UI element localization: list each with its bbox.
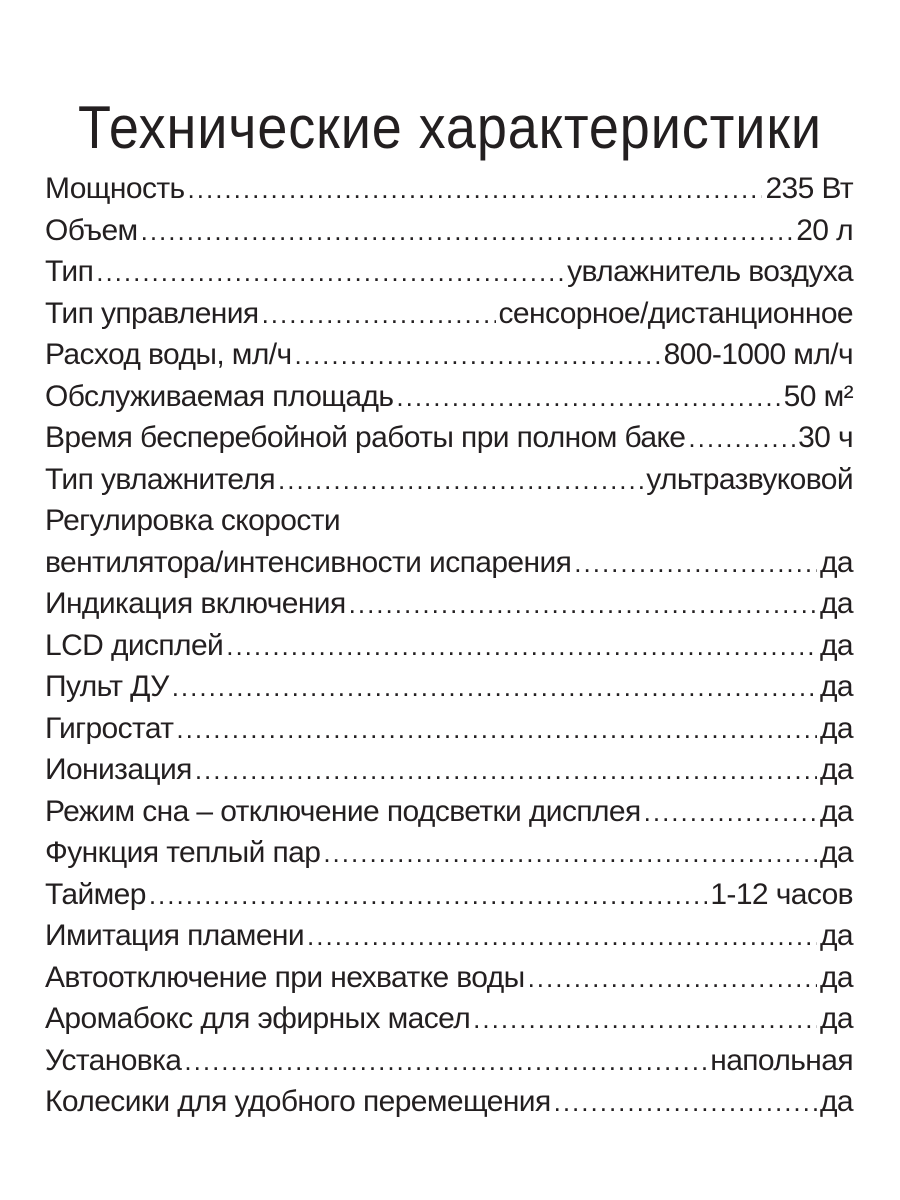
spec-row-hygrostat: [45, 708, 853, 750]
spec-value: да: [820, 670, 853, 703]
spec-label: Колесики для удобного перемещения: [45, 1085, 551, 1118]
spec-label: Индикация включения: [45, 587, 346, 620]
page-title: Технические характеристики: [78, 94, 822, 162]
dot-leader: [141, 211, 794, 253]
spec-value: 800-1000 мл/ч: [663, 338, 853, 371]
spec-row-installation: [45, 1040, 853, 1082]
spec-label: Установка: [45, 1043, 182, 1077]
spec-row-fan-speed-heading: [45, 500, 853, 542]
dot-leader: [278, 460, 643, 502]
dot-leader: [473, 999, 817, 1041]
spec-label: Режим сна – отключение подсветки дисплея: [45, 794, 641, 828]
dot-leader: [226, 626, 817, 668]
dot-leader: [349, 584, 817, 626]
spec-value: да: [820, 587, 853, 620]
dot-leader: [184, 1041, 707, 1083]
spec-row-flame-imitation: [45, 915, 853, 957]
dot-leader: [323, 833, 817, 875]
spec-label: Мощность: [45, 172, 185, 205]
spec-value: 50 м²: [783, 379, 853, 413]
dot-leader: [688, 418, 795, 460]
spec-value: увлажнитель воздуха: [567, 255, 853, 288]
spec-row-lcd-display: [45, 625, 853, 667]
dot-leader: [195, 750, 817, 792]
dot-leader: [149, 875, 708, 917]
spec-value: 20 л: [796, 213, 853, 247]
spec-value: сенсорное/дистанционное: [498, 296, 853, 330]
spec-value: 235 Вт: [765, 172, 853, 205]
spec-label: Автоотключение при нехватке воды: [45, 960, 525, 994]
dot-leader: [644, 792, 817, 834]
spec-value: да: [820, 960, 853, 994]
spec-value: да: [820, 794, 853, 828]
spec-value: да: [820, 711, 853, 745]
dot-leader: [188, 169, 763, 211]
spec-value: ультразвуковой: [646, 462, 853, 496]
spec-row-wheels: [45, 1081, 853, 1123]
spec-label: Время бесперебойной работы при полном баке: [45, 421, 686, 454]
spec-row-type: [45, 251, 853, 293]
spec-label: Тип управления: [45, 296, 259, 330]
spec-value: да: [820, 628, 853, 662]
dot-leader: [554, 1082, 817, 1124]
dot-leader: [262, 294, 496, 336]
spec-label: Обслуживаемая площадь: [45, 379, 394, 413]
spec-row-fan-speed: [45, 542, 853, 584]
spec-label: LCD дисплей: [45, 628, 224, 662]
spec-row-sleep-mode: [45, 791, 853, 833]
spec-row-warm-steam: [45, 832, 853, 874]
spec-label: Тип: [45, 255, 94, 288]
spec-row-timer: [45, 874, 853, 916]
spec-value: да: [820, 753, 853, 786]
spec-label: Тип увлажнителя: [45, 462, 276, 496]
dot-leader: [176, 709, 817, 751]
spec-value: 1-12 часов: [710, 877, 853, 911]
spec-value: да: [820, 1002, 853, 1035]
spec-value: 30 ч: [798, 421, 853, 454]
spec-label: Таймер: [45, 877, 146, 911]
spec-row-water-consumption: [45, 334, 853, 376]
spec-value: да: [820, 836, 853, 869]
spec-row-volume: [45, 210, 853, 252]
spec-label: Функция теплый пар: [45, 836, 321, 869]
spec-list: [45, 168, 853, 1123]
spec-row-power-indicator: [45, 583, 853, 625]
dot-leader: [96, 252, 564, 294]
dot-leader: [574, 543, 817, 585]
spec-label: Расход воды, мл/ч: [45, 338, 292, 371]
spec-label: Аромабокс для эфирных масел: [45, 1002, 471, 1035]
dot-leader: [307, 916, 817, 958]
dot-leader: [528, 958, 817, 1000]
spec-value: да: [820, 545, 853, 579]
spec-value: напольная: [710, 1043, 853, 1077]
spec-row-ionization: [45, 749, 853, 791]
spec-label: Имитация пламени: [45, 919, 305, 952]
spec-label: Гигростат: [45, 711, 174, 745]
dot-leader: [295, 335, 661, 377]
spec-row-auto-shutoff: [45, 957, 853, 999]
dot-leader: [396, 377, 780, 419]
dot-leader: [172, 667, 817, 709]
spec-label: вентилятора/интенсивности испарения: [45, 545, 572, 579]
spec-row-area: [45, 376, 853, 418]
spec-row-power: [45, 168, 853, 210]
spec-value: да: [820, 1085, 853, 1118]
spec-value: да: [820, 919, 853, 952]
spec-row-humidifier-type: [45, 459, 853, 501]
spec-label: Пульт ДУ: [45, 670, 169, 703]
spec-label: Регулировка скорости: [45, 504, 341, 537]
spec-row-aroma-box: [45, 998, 853, 1040]
spec-row-runtime: [45, 417, 853, 459]
spec-row-remote-control: [45, 666, 853, 708]
spec-label: Объем: [45, 213, 138, 247]
spec-row-control-type: [45, 293, 853, 335]
spec-label: Ионизация: [45, 753, 192, 786]
